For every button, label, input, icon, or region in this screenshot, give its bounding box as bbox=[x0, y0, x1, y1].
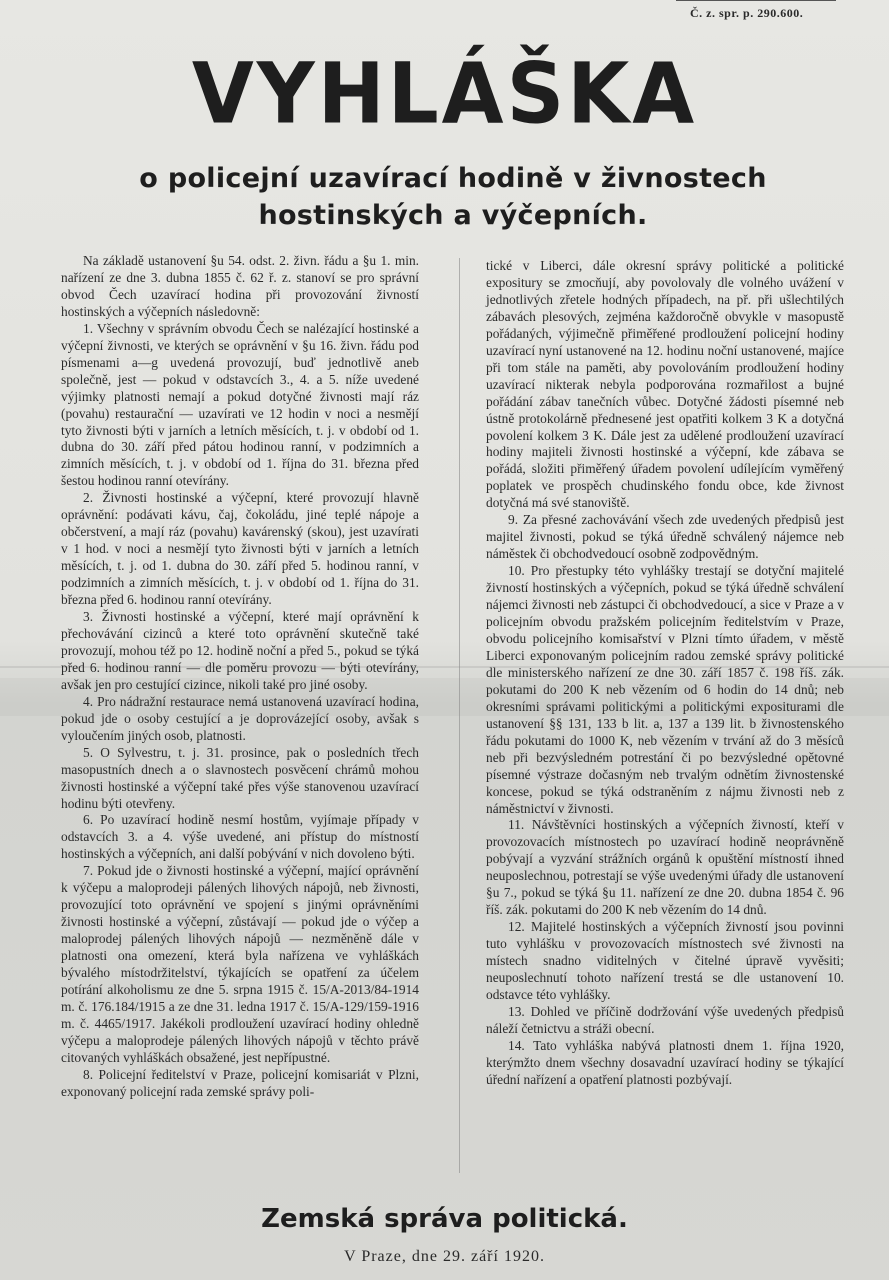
right-column bbox=[486, 258, 844, 1089]
paragraph-13: 13. Dohled ve příčině dodržování výše uvedených předpisů náleží četnictvu a stráži obecní. bbox=[486, 1003, 844, 1036]
subtitle-line-2: hostinských a výčepních. bbox=[258, 200, 648, 231]
paragraph-6: 6. Po uzavírací hodině nesmí hostům, vyjímaje případy v odstavcích 3. a 4. výše uvedené, ani přístup do místností hostinských a výčepních, ani další pobývání v nich dovoleno býti. bbox=[61, 812, 419, 862]
paragraph-4: 4. Pro nádražní restaurace nemá ustanovená uzavírací hodina, pokud jde o osoby cestující a je doprovázející osoby, avšak s vyloučením jiných osob, platnosti. bbox=[61, 693, 419, 743]
reference-number: Č. z. spr. p. 290.600. bbox=[690, 6, 804, 20]
poster-title: VYHLÁŠKA bbox=[191, 44, 698, 143]
paragraph-14: 14. Tato vyhláška nabývá platnosti dnem 1. října 1920, kterýmžto dnem všechny dosavadní uzavírací hodiny se týkající úřední nařízení a opatření platnosti pozbývají. bbox=[486, 1037, 844, 1087]
paragraph-12: 12. Majitelé hostinských a výčepních živností jsou povinni tuto vyhlášku v provozovacích místnostech své živnosti na místech snadno viditelných v čitelné úpravě vyvěsiti; neuposlechnutí tohoto nařízení trestá se dle ustanovení 10. odstavce této vyhlášky. bbox=[486, 919, 844, 1002]
paragraph-7: 7. Pokud jde o živnosti hostinské a výčepní, mající oprávnění k výčepu a maloprodeji pálených lihových nápojů, neb živnosti, provozující toto oprávnění ve spojení s jinými oprávněními živnosti hostinské a výčepní, zůstávají — pokud jde o výčep a maloprodej pálených lihových nápojů — nezměněně dále v platnosti ona omezení, která byla nařízena ve vyhláškách bývalého místodržitelství, týkajících se opatření za účelem potírání alkoholismu ze dne 5. srpna 1915 č. 15/A-2013/84-1914 m. č. 176.184/1915 a ze dne 31. ledna 1917 č. 15/A-129/159-1916 m. č. 4465/1917. Jakékoli prodloužení uzavírací hodiny ohledně výčepu a maloprodeje pálených lihových nápojů v těchto právě citovaných vyhláškách obsažené, jest nepřípustné. bbox=[61, 863, 419, 1065]
paragraph-1: 1. Všechny v správním obvodu Čech se nalézající hostinské a výčepní živnosti, ve kterých se oprávnění v §u 16. živn. řádu pod písmenami a—g uvedená provozují, buď jednotlivě aneb společně, jest — pokud v odstavcích 3., 4. a 5. níže uvedené výjimky platnosti nemají a pokud dotyčné živnosti mají ráz (povahu) restaurační — uzavírati ve 12 hodin v noci a nesmějí tyto živnosti býti v jarních a letních měsících, t. j. v období od 1. dubna do 30. září před pátou hodinou ranní, v podzimních a zimních měsících, t. j. v období od 1. října do 31. března před šestou hodinou ranní otevírány. bbox=[61, 320, 419, 489]
left-column bbox=[61, 253, 419, 1101]
issue-date: V Praze, dne 29. září 1920. bbox=[344, 1248, 545, 1265]
reference-rule bbox=[676, 0, 836, 1]
subtitle-line-1: o policejní uzavírací hodině v živnostech bbox=[139, 163, 767, 194]
paragraph-5: 5. O Sylvestru, t. j. 31. prosince, pak o posledních třech masopustních dnech a o slavnostech posvěcení chrámů mohou živnosti hostinské a výčepní také přes výše stanovenou uzavírací hodinu býti otevřeny. bbox=[61, 744, 419, 811]
column-divider bbox=[459, 258, 460, 1173]
paragraph-8-continued: tické v Liberci, dále okresní správy politické a politické expositury se zmocňují, aby povolovaly dle volného uvážení v jednotlivých zřetele hodných případech, na př. při ušlechtilých zábavách plesových, zejména každoročně obvykle v masopustě pořádaných, výjimečně přiměřené prodloužení policejní hodiny uzavírací nyní ustanovené na 12. hodinu noční ustanovené, majíce při tom stále na paměti, aby povolováním prodloužení hodiny uzavírací nikterak nebyla podporována rozmařilost a bujné pořádání zábav tanečních vůbec. Dotyčné žádosti písemné neb ústně protokolárně přednesené jest opatřiti kolkem 3 K a dotyčná povolení kolkem 3 K. Dále jest za udělené prodloužení uzavírací hodiny majiteli živnosti hostinské a výčepní, kde zábava se pořádá, složiti přiměřený úřadem povolení udílejícím vyměřený poplatek ve prospěch chudinského fondu obce, kde živnost dotyčná má své stanoviště. bbox=[486, 258, 844, 511]
paragraph-11: 11. Návštěvníci hostinských a výčepních živností, kteří v provozovacích místnostech po uzavírací hodině neoprávněně pobývají a vyzvání strážních orgánů k opuštění místností ihned neuposlechnou, potrestají se výše uvedenými úřady dle ustanovení §u 7., pokud se týká §u 11. nařízení ze dne 20. dubna 1854 č. 96 říš. zák. pokutami do 200 K neb vězením do 14 dnů. bbox=[486, 817, 844, 918]
poster-subtitle bbox=[0, 160, 889, 234]
paragraph-2: 2. Živnosti hostinské a výčepní, které provozují hlavně oprávnění: podávati kávu, čaj, čokoládu, jiné teplé nápoje a občerstvení, a mají ráz (povahu) kavárenský (skou), jest uzavírati v 1 hod. v noci a nesmějí tyto živnosti býti v jarních a letních měsících, t. j. od 1. dubna do 30. září před 5. hodinou ranní, v podzimních a zimních měsících, t. j. v období od 1. října do 31. března před 6. hodinou ranní otevírány. bbox=[61, 490, 419, 608]
paragraph-8: 8. Policejní ředitelství v Praze, policejní komisariát v Plzni, exponovaný policejní rada zemské správy poli- bbox=[61, 1066, 419, 1099]
issuing-authority: Zemská správa politická. bbox=[261, 1204, 628, 1234]
paragraph-9: 9. Za přesné zachovávání všech zde uvedených předpisů jest majitel živnosti, pokud se týká úředně schválený nájemce neb náměstek či obchodvedoucí osobně zodpovědným. bbox=[486, 512, 844, 562]
paragraph-intro: Na základě ustanovení §u 54. odst. 2. živn. řádu a §u 1. min. nařízení ze dne 3. dubna 1855 č. 62 ř. z. stanoví se pro správní obvod Čech uzavírací hodina při provozování živností hostinských a výčepních následovně: bbox=[61, 253, 419, 319]
paragraph-10: 10. Pro přestupky této vyhlášky trestají se dotyční majitelé živností hostinských a výčepních, pokud se týká úředně schválení nájemci živnosti neb zástupci či obchodvedoucí, a sice v Praze a v policejním obvodu pražském policejním ředitelstvím v Praze, obvodu policejního komisařství v Plzni tímto úřadem, v městě Liberci exponovaným policejním radou zemské správy politické dle ministerského nařízení ze dne 30. září 1857 č. 198 říš. zák. pokutami do 200 K neb vězením od 6 hodin do 14 dnů; neb okresními správami politickými a politickými expositurami dle ustanovení §§ 131, 133 b lit. a, 137 a 139 lit. b živnostenského řádu pokutami do 1000 K, neb vězením v trvání až do 3 měsíců neb při bezvýsledném potrestání či po bezvýsledné opětovné písemné výstraze dočasným neb trvalým odnětím živnostenské koncese, pokud se týká odstraněním z nájmu živnosti neb z náměstnictví v živnosti. bbox=[486, 563, 844, 816]
paragraph-3: 3. Živnosti hostinské a výčepní, které mají oprávnění k přechovávání cizinců a které toto oprávnění skutečně také provozují, mohou též po 12. hodině noční a před 5., pokud se týká před 6. hodinou ranní — dle poměru provozu — býti otevírány, avšak jen pro cestující cizince, nikoli také pro jiné osoby. bbox=[61, 609, 419, 692]
